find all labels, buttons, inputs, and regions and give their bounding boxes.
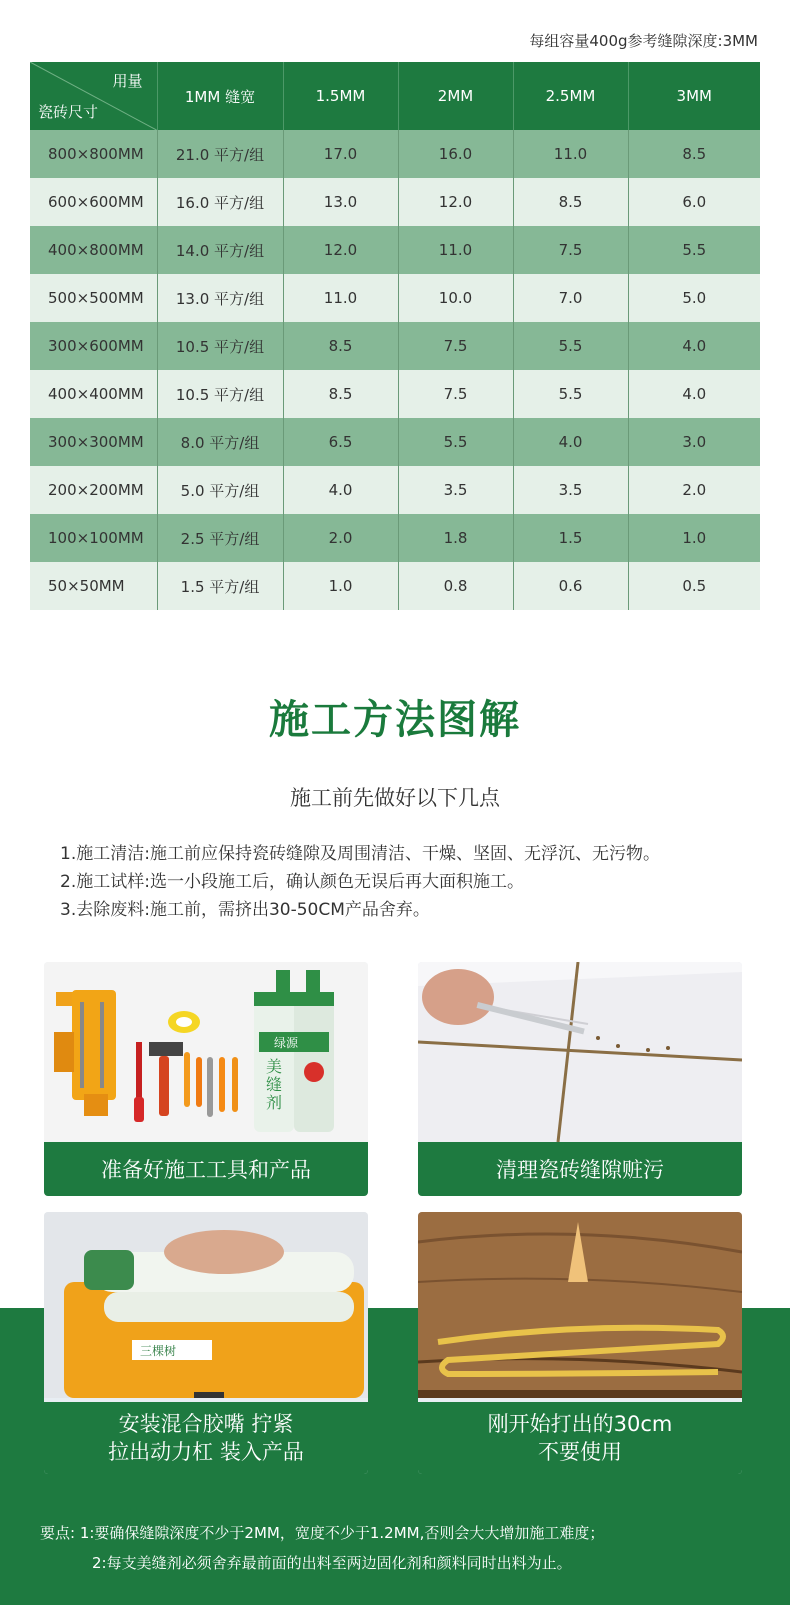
table-body bbox=[30, 130, 760, 610]
coverage-cell: 5.5 bbox=[398, 418, 513, 466]
coverage-cell: 11.0 bbox=[513, 130, 628, 178]
coverage-cell: 11.0 bbox=[283, 274, 398, 322]
product-brand-label: 绿源 bbox=[274, 1036, 299, 1050]
coverage-cell: 5.5 bbox=[513, 322, 628, 370]
coverage-cell: 10.0 bbox=[398, 274, 513, 322]
coverage-cell: 11.0 bbox=[398, 226, 513, 274]
tile-size-cell: 600×600MM bbox=[30, 178, 157, 226]
card-install-nozzle bbox=[44, 1212, 368, 1474]
table-row bbox=[30, 226, 760, 274]
coverage-cell: 3.5 bbox=[398, 466, 513, 514]
discard-first-photo bbox=[418, 1212, 742, 1398]
section-title: 施工方法图解 bbox=[269, 697, 521, 743]
card-discard-first bbox=[418, 1212, 742, 1474]
coverage-cell: 8.5 bbox=[283, 322, 398, 370]
coverage-cell: 0.5 bbox=[628, 562, 760, 610]
coverage-cell: 1.0 bbox=[628, 514, 760, 562]
coverage-cell: 10.5 平方/组 bbox=[157, 370, 283, 418]
corner-label-usage: 用量 bbox=[112, 72, 143, 90]
tile-size-cell: 400×800MM bbox=[30, 226, 157, 274]
header-cell: 1MM 缝宽 bbox=[157, 62, 283, 130]
tile-size-cell: 500×500MM bbox=[30, 274, 157, 322]
table-header-row bbox=[30, 62, 760, 130]
card-clean-gaps bbox=[418, 962, 742, 1196]
coverage-cell: 7.5 bbox=[513, 226, 628, 274]
table-row bbox=[30, 418, 760, 466]
caption-line: 不要使用 bbox=[538, 1440, 622, 1464]
table-row bbox=[30, 178, 760, 226]
header-cell: 3MM bbox=[628, 62, 760, 130]
coverage-cell: 2.5 平方/组 bbox=[157, 514, 283, 562]
coverage-cell: 12.0 bbox=[398, 178, 513, 226]
coverage-cell: 3.5 bbox=[513, 466, 628, 514]
coverage-cell: 5.5 bbox=[513, 370, 628, 418]
coverage-cell: 12.0 bbox=[283, 226, 398, 274]
tile-size-cell: 300×600MM bbox=[30, 322, 157, 370]
coverage-cell: 7.5 bbox=[398, 370, 513, 418]
coverage-cell: 21.0 平方/组 bbox=[157, 130, 283, 178]
coverage-cell: 8.0 平方/组 bbox=[157, 418, 283, 466]
coverage-cell: 1.5 平方/组 bbox=[157, 562, 283, 610]
coverage-cell: 4.0 bbox=[513, 418, 628, 466]
coverage-cell: 0.8 bbox=[398, 562, 513, 610]
prep-step: 2.施工试样:选一小段施工后，确认颜色无误后再大面积施工。 bbox=[60, 872, 524, 892]
corner-label-tile-size: 瓷砖尺寸 bbox=[38, 103, 99, 121]
section-subtitle: 施工前先做好以下几点 bbox=[290, 786, 500, 810]
coverage-cell: 8.5 bbox=[628, 130, 760, 178]
coverage-cell: 1.0 bbox=[283, 562, 398, 610]
coverage-cell: 2.0 bbox=[628, 466, 760, 514]
caption-line: 刚开始打出的30cm bbox=[487, 1412, 673, 1436]
coverage-cell: 17.0 bbox=[283, 130, 398, 178]
tile-size-cell: 100×100MM bbox=[30, 514, 157, 562]
gun-brand-label: 三棵树 bbox=[140, 1344, 177, 1358]
clean-gaps-photo bbox=[418, 962, 742, 1142]
coverage-cell: 8.5 bbox=[513, 178, 628, 226]
coverage-cell: 16.0 bbox=[398, 130, 513, 178]
card-caption bbox=[418, 1402, 742, 1474]
tile-size-cell: 800×800MM bbox=[30, 130, 157, 178]
key-points bbox=[40, 1518, 604, 1578]
tile-size-cell: 50×50MM bbox=[30, 562, 157, 610]
prep-steps bbox=[60, 840, 660, 924]
coverage-cell: 3.0 bbox=[628, 418, 760, 466]
coverage-cell: 0.6 bbox=[513, 562, 628, 610]
prep-step: 3.去除废料:施工前，需挤出30-50CM产品舍弃。 bbox=[60, 900, 430, 920]
coverage-cell: 5.0 bbox=[628, 274, 760, 322]
coverage-cell: 1.5 bbox=[513, 514, 628, 562]
capacity-note: 每组容量400g参考缝隙深度:3MM bbox=[529, 32, 758, 50]
coverage-cell: 4.0 bbox=[283, 466, 398, 514]
table-row bbox=[30, 514, 760, 562]
header-cell: 2.5MM bbox=[513, 62, 628, 130]
product-name-1: 美 bbox=[266, 1057, 283, 1076]
table-row bbox=[30, 130, 760, 178]
key-point-1: 要点: 1:要确保缝隙深度不少于2MM，宽度不少于1.2MM,否则会大大增加施工难度； bbox=[40, 1524, 605, 1542]
coverage-cell: 6.0 bbox=[628, 178, 760, 226]
coverage-cell: 16.0 平方/组 bbox=[157, 178, 283, 226]
table-row bbox=[30, 370, 760, 418]
tile-size-cell: 400×400MM bbox=[30, 370, 157, 418]
table-row bbox=[30, 274, 760, 322]
table-row bbox=[30, 466, 760, 514]
caption-line: 安装混合胶嘴 拧紧 bbox=[118, 1412, 294, 1436]
table-row bbox=[30, 322, 760, 370]
coverage-cell: 5.0 平方/组 bbox=[157, 466, 283, 514]
coverage-cell: 13.0 bbox=[283, 178, 398, 226]
coverage-cell: 10.5 平方/组 bbox=[157, 322, 283, 370]
card-prepare-tools bbox=[44, 962, 368, 1196]
coverage-cell: 2.0 bbox=[283, 514, 398, 562]
product-name-3: 剂 bbox=[266, 1093, 283, 1112]
table-corner-cell bbox=[30, 62, 157, 130]
install-nozzle-photo bbox=[44, 1212, 368, 1398]
coverage-cell: 6.5 bbox=[283, 418, 398, 466]
prep-step: 1.施工清洁:施工前应保持瓷砖缝隙及周围清洁、干燥、坚固、无浮沉、无污物。 bbox=[60, 844, 660, 864]
usage-table bbox=[30, 62, 760, 610]
caption-line: 拉出动力杠 装入产品 bbox=[108, 1440, 304, 1464]
coverage-cell: 14.0 平方/组 bbox=[157, 226, 283, 274]
coverage-cell: 13.0 平方/组 bbox=[157, 274, 283, 322]
header-cell: 1.5MM bbox=[283, 62, 398, 130]
coverage-cell: 1.8 bbox=[398, 514, 513, 562]
coverage-cell: 7.0 bbox=[513, 274, 628, 322]
product-name-2: 缝 bbox=[266, 1075, 283, 1094]
key-point-2: 2:每支美缝剂必须舍弃最前面的出料至两边固化剂和颜料同时出料为止。 bbox=[92, 1554, 572, 1572]
tile-size-cell: 200×200MM bbox=[30, 466, 157, 514]
header-cell: 2MM bbox=[398, 62, 513, 130]
table-row bbox=[30, 562, 760, 610]
tile-size-cell: 300×300MM bbox=[30, 418, 157, 466]
coverage-cell: 4.0 bbox=[628, 322, 760, 370]
coverage-cell: 7.5 bbox=[398, 322, 513, 370]
card-caption: 准备好施工工具和产品 bbox=[44, 1142, 368, 1196]
card-caption: 清理瓷砖缝隙赃污 bbox=[418, 1142, 742, 1196]
coverage-cell: 8.5 bbox=[283, 370, 398, 418]
coverage-cell: 5.5 bbox=[628, 226, 760, 274]
coverage-cell: 4.0 bbox=[628, 370, 760, 418]
tools-product-photo bbox=[44, 962, 368, 1142]
card-caption bbox=[44, 1402, 368, 1474]
